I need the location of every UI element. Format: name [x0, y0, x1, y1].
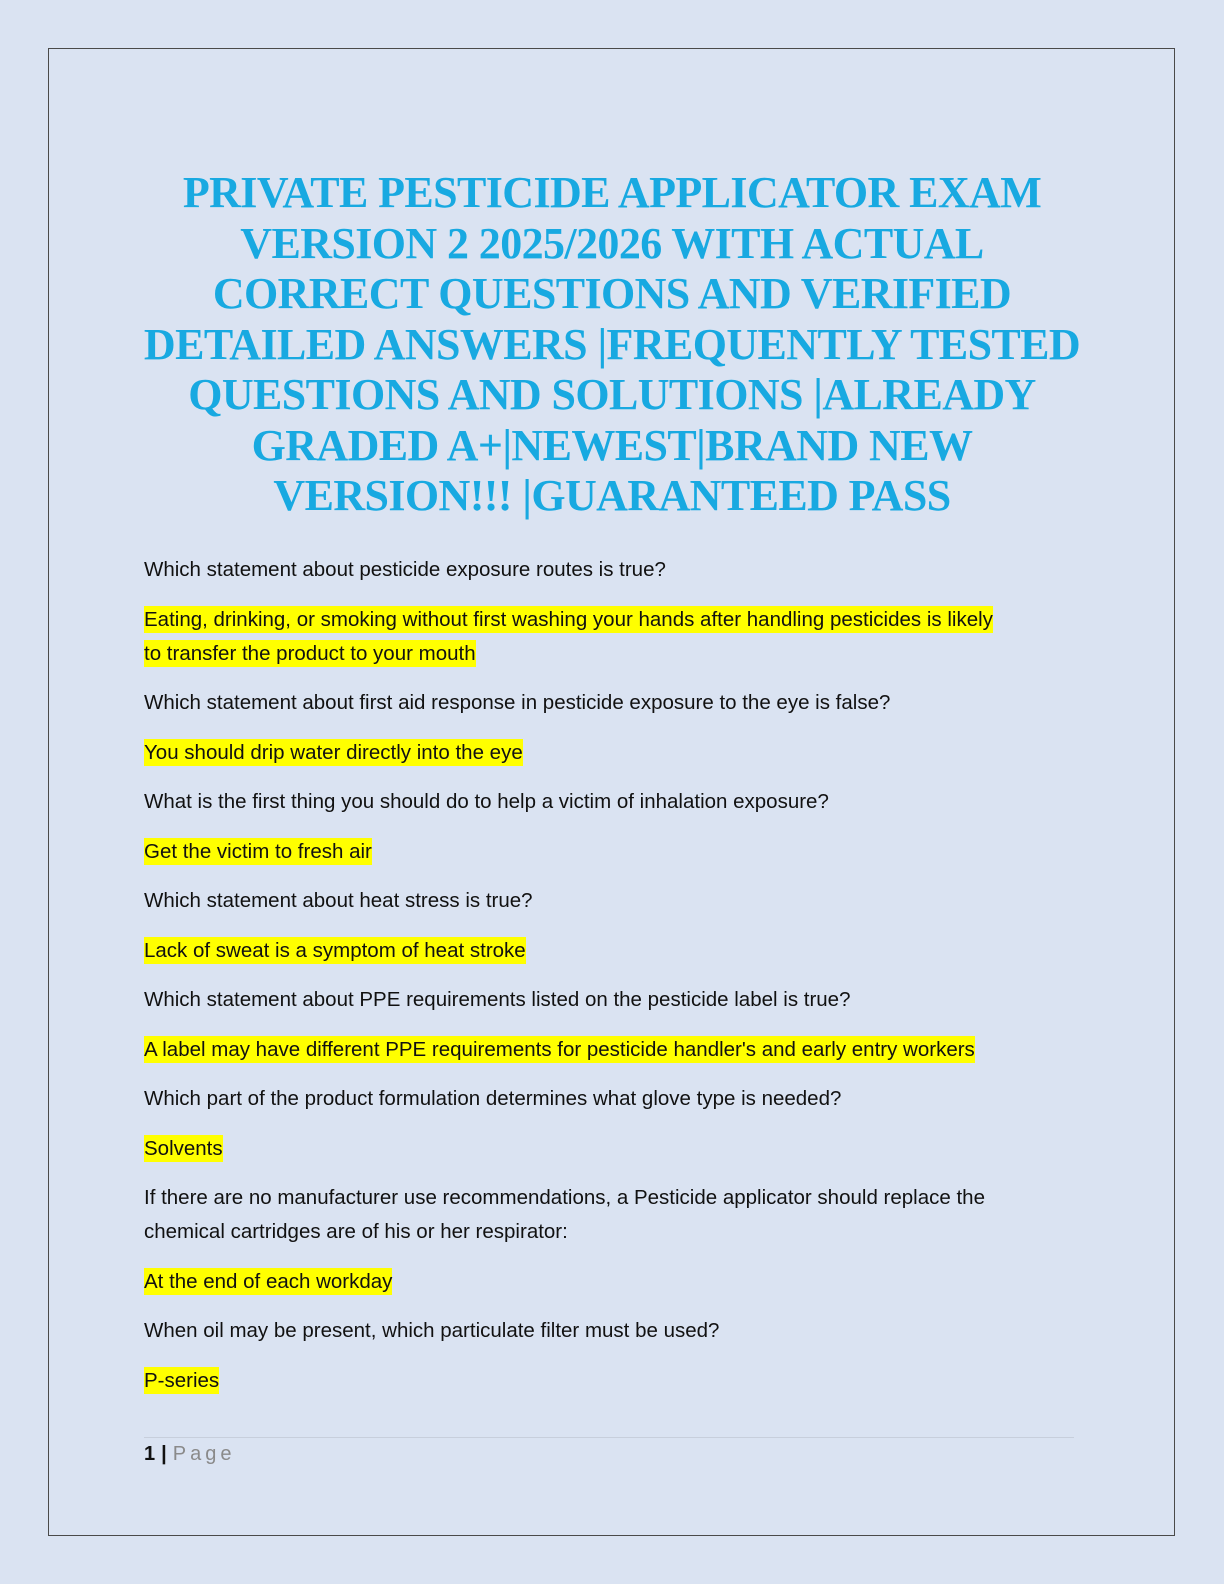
qa-item — [144, 1314, 1074, 1398]
answer-text — [144, 1033, 1074, 1067]
title-line: QUESTIONS AND SOLUTIONS |ALREADY — [188, 370, 1036, 419]
qa-item — [144, 884, 1074, 968]
answer-text — [144, 1265, 1074, 1299]
qa-item — [144, 785, 1074, 869]
answer-highlight: to transfer the product to your mouth — [144, 641, 476, 665]
title-line: DETAILED ANSWERS |FREQUENTLY TESTED — [143, 319, 1081, 369]
title-line: VERSION 2 2025/2026 WITH ACTUAL — [240, 218, 984, 268]
title-line: GRADED A+|NEWEST|BRAND NEW — [251, 420, 973, 470]
answer-text — [144, 736, 1074, 770]
answer-highlight: You should drip water directly into the eye — [144, 740, 523, 764]
question-text: Which statement about first aid response in pesticide exposure to the eye is false? — [144, 691, 891, 714]
answer-text — [144, 1364, 1074, 1398]
question-text: When oil may be present, which particulate filter must be used? — [144, 1319, 720, 1342]
qa-item — [144, 1181, 1074, 1299]
page-number: 1 — [144, 1443, 156, 1465]
title-line: PRIVATE PESTICIDE APPLICATOR EXAM — [182, 168, 1042, 217]
title-line: CORRECT QUESTIONS AND VERIFIED — [212, 269, 1012, 318]
document-title — [110, 168, 1114, 522]
answer-highlight: A label may have different PPE requirements for pesticide handler's and early entry workers — [144, 1037, 975, 1061]
page-label: Page — [172, 1443, 236, 1465]
qa-item — [144, 983, 1074, 1067]
question-text: Which statement about PPE requirements listed on the pesticide label is true? — [144, 988, 851, 1011]
question-line: chemical cartridges are of his or her respirator: — [144, 1220, 568, 1243]
page-footer — [144, 1441, 235, 1467]
title-line: VERSION!!! |GUARANTEED PASS — [273, 471, 951, 520]
qa-item — [144, 1082, 1074, 1166]
answer-highlight: Eating, drinking, or smoking without first washing your hands after handling pesticides is likely — [144, 607, 993, 631]
answer-highlight: Get the victim to fresh air — [144, 839, 372, 863]
answer-highlight: Solvents — [144, 1136, 223, 1160]
answer-text — [144, 603, 1074, 671]
qa-item — [144, 553, 1074, 671]
footer-separator: | — [161, 1443, 167, 1465]
question-text: What is the first thing you should do to help a victim of inhalation exposure? — [144, 790, 829, 813]
question-text: Which part of the product formulation determines what glove type is needed? — [144, 1087, 842, 1110]
answer-highlight: At the end of each workday — [144, 1269, 393, 1293]
answer-highlight: Lack of sweat is a symptom of heat stroke — [144, 938, 526, 962]
answer-text — [144, 934, 1074, 968]
question-text — [144, 1181, 1074, 1249]
answer-highlight: P-series — [144, 1368, 220, 1392]
question-line: If there are no manufacturer use recommendations, a Pesticide applicator should replace the — [144, 1186, 985, 1209]
footer-divider — [144, 1437, 1074, 1438]
answer-text — [144, 1132, 1074, 1166]
question-text: Which statement about pesticide exposure routes is true? — [144, 558, 666, 581]
qa-list — [144, 553, 1074, 1413]
qa-item — [144, 686, 1074, 770]
answer-text — [144, 835, 1074, 869]
question-text: Which statement about heat stress is true? — [144, 889, 533, 912]
